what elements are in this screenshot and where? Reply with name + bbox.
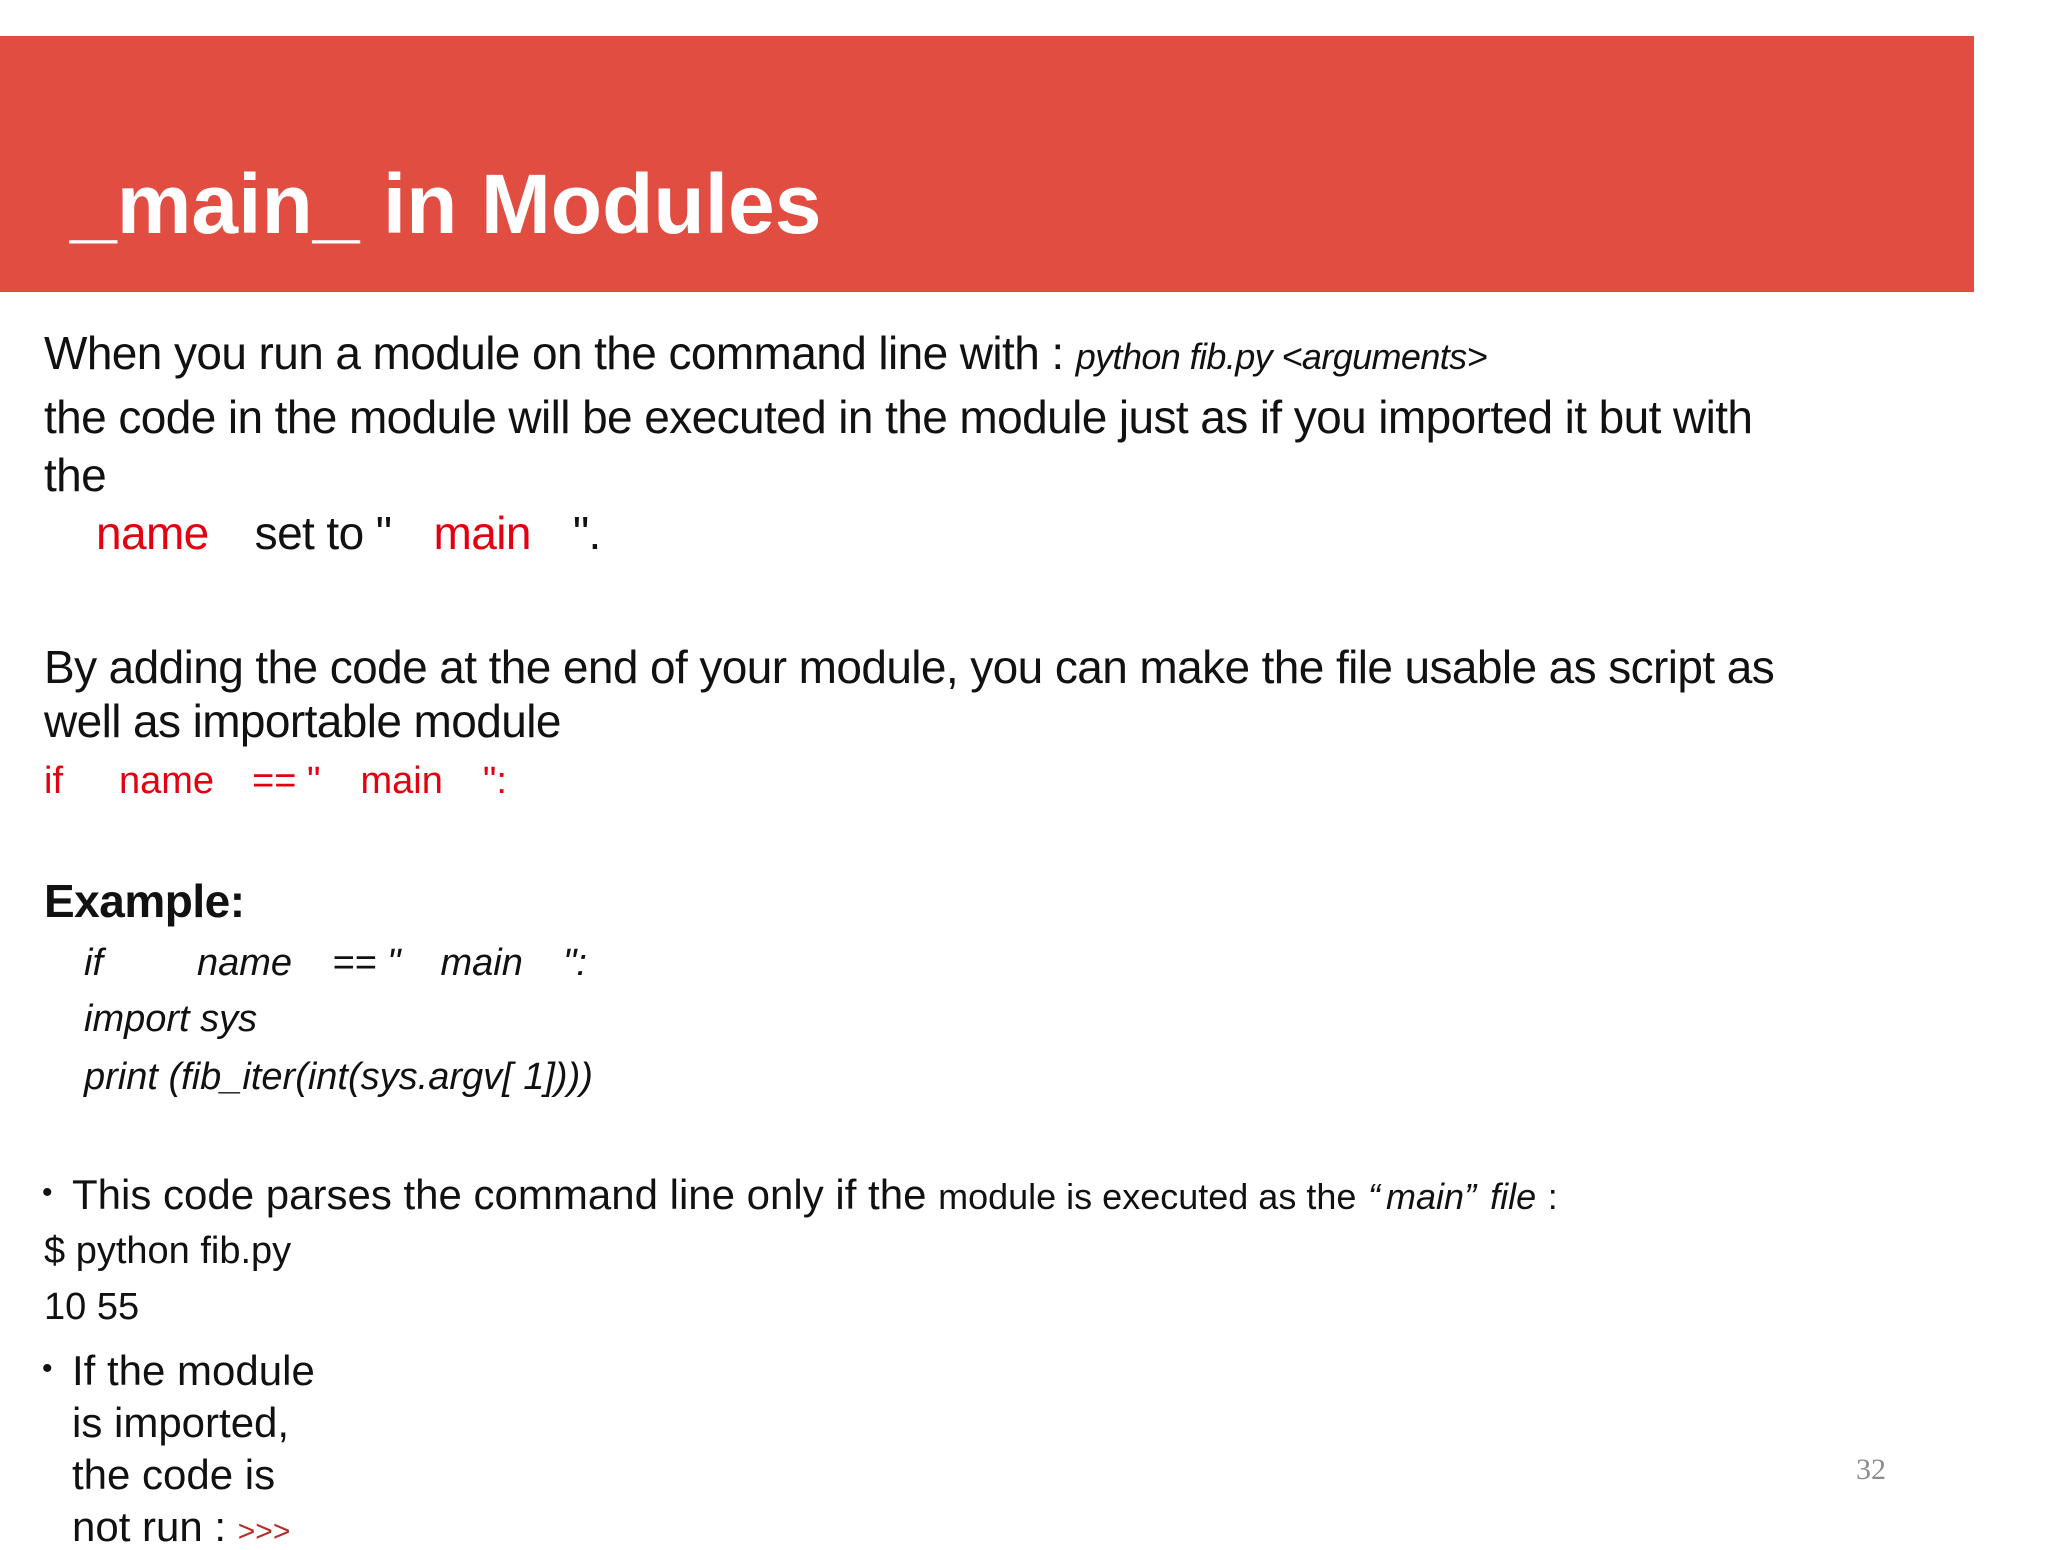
page-number: 32 bbox=[1856, 1453, 1886, 1486]
intro-line-1 bbox=[44, 327, 1488, 379]
bullet-1-small: module is executed as the bbox=[938, 1176, 1357, 1217]
usage-code-eq: == " bbox=[252, 760, 321, 802]
example-code-if: if bbox=[84, 942, 103, 984]
bullet-1-main: main bbox=[1386, 1176, 1465, 1217]
bullet-1-file: file bbox=[1490, 1176, 1537, 1217]
bullet-dot-2: • bbox=[42, 1352, 53, 1385]
example-code-name: name bbox=[197, 942, 293, 984]
example-code-line-3: print (fib_iter(int(sys.argv[ 1]))) bbox=[84, 1056, 593, 1098]
intro-command: python fib.py <arguments> bbox=[1075, 336, 1488, 377]
command-output: 10 55 bbox=[44, 1286, 140, 1328]
bullet-1-quote-close: ” bbox=[1464, 1176, 1477, 1217]
main-keyword: main bbox=[433, 507, 531, 559]
usage-code bbox=[44, 762, 507, 800]
bullet-dot-1: • bbox=[42, 1176, 53, 1209]
usage-code-end: ": bbox=[482, 760, 507, 802]
usage-line-1: By adding the code at the end of your module, you can make the file usable as script as bbox=[44, 641, 1775, 693]
python-prompt: >>> bbox=[237, 1515, 291, 1548]
slide-title: _main_ in Modules bbox=[70, 157, 822, 251]
bullet-2-line-1: If the module bbox=[72, 1347, 315, 1394]
bullet-2-line-4 bbox=[72, 1503, 291, 1550]
usage-code-main: main bbox=[360, 760, 443, 802]
set-to-text: set to " bbox=[254, 507, 392, 559]
example-code-line-2: import sys bbox=[84, 998, 258, 1040]
example-code-main: main bbox=[440, 942, 523, 984]
bullet-2-line-2: is imported, bbox=[72, 1399, 290, 1446]
bullet-2-line-4-text: not run : bbox=[72, 1503, 227, 1550]
example-code-line-1 bbox=[84, 944, 587, 982]
bullet-1 bbox=[72, 1171, 1558, 1218]
name-keyword: name bbox=[96, 507, 209, 559]
intro-line-3: the bbox=[44, 449, 107, 501]
bullet-2-line-3: the code is bbox=[72, 1451, 276, 1498]
usage-code-if: if bbox=[44, 760, 63, 802]
example-code-end: ": bbox=[562, 942, 587, 984]
bullet-1-lead: This code parses the command line only if the bbox=[72, 1171, 927, 1218]
usage-code-name: name bbox=[119, 760, 215, 802]
bullet-1-quote-open: “ bbox=[1368, 1176, 1381, 1217]
command-line: $ python fib.py bbox=[44, 1230, 292, 1272]
intro-line-2: the code in the module will be executed in the module just as if you imported it but with bbox=[44, 391, 1753, 443]
intro-line-1-text: When you run a module on the command line with : bbox=[44, 327, 1064, 379]
bullet-1-colon: : bbox=[1547, 1176, 1558, 1217]
example-code-eq: == " bbox=[332, 942, 401, 984]
example-heading: Example: bbox=[44, 875, 245, 927]
intro-line-4 bbox=[96, 507, 601, 559]
closing-quote: ". bbox=[572, 507, 601, 559]
usage-line-2: well as importable module bbox=[44, 695, 561, 747]
